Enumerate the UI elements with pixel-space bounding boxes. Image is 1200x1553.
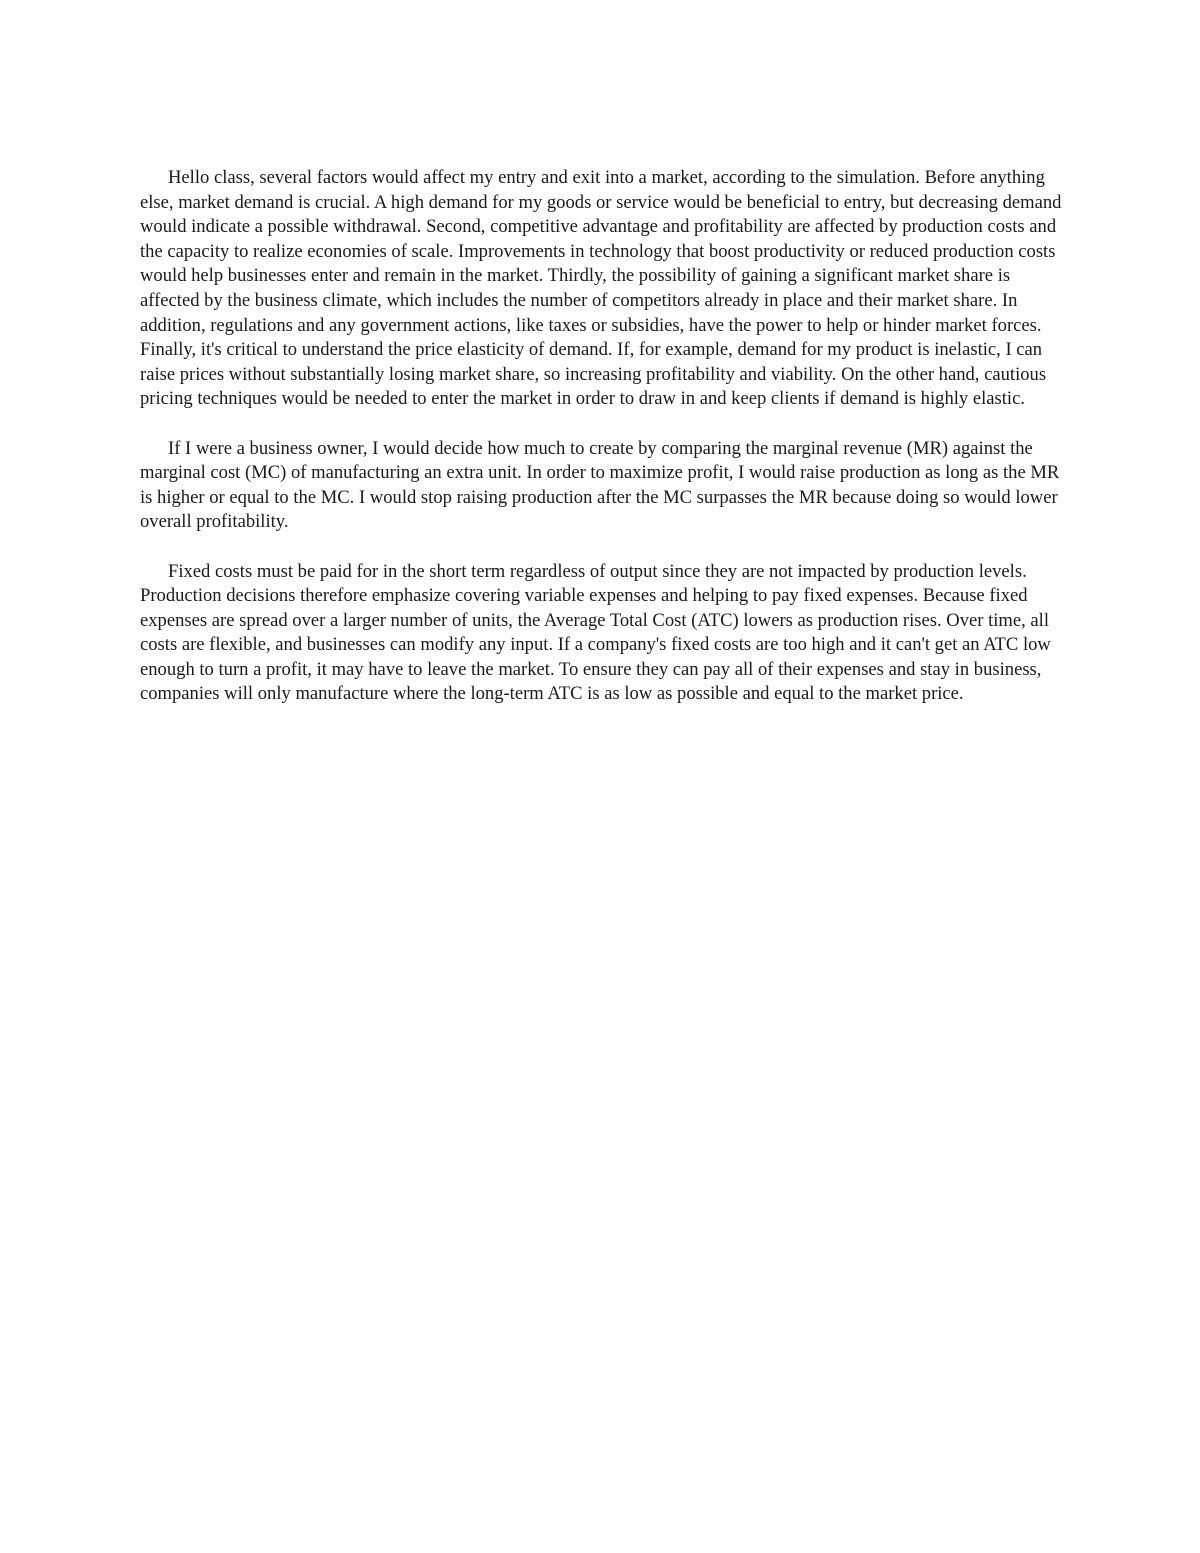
paragraph-market-entry-factors: Hello class, several factors would affect my entry and exit into a market, according to the simulation. Before anything else, market demand is crucial. A high demand for my goods or service would be beneficial to entry, but decreasing demand would indicate a possible withdrawal. Second, competitive advantage and profitability are affected by production costs and the capacity to realize economies of scale. Improvements in technology that boost productivity or reduced production costs would help businesses enter and remain in the market. Thirdly, the possibility of gaining a significant market share is affected by the business climate, which includes the number of competitors already in place and their market share. In addition, regulations and any government actions, like taxes or subsidies, have the power to help or hinder market forces. Finally, it's critical to understand the price elasticity of demand. If, for example, demand for my product is inelastic, I can raise prices without substantially losing market share, so increasing profitability and viability. On the other hand, cautious pricing techniques would be needed to enter the market in order to draw in and keep clients if demand is highly elastic. [140, 167, 1062, 410]
paragraph-marginal-analysis: If I were a business owner, I would decide how much to create by comparing the marginal revenue (MR) against the marginal cost (MC) of manufacturing an extra unit. In order to maximize profit, I would raise production as long as the MR is higher or equal to the MC. I would stop raising production after the MC surpasses the MR because doing so would lower overall profitability. [140, 437, 1060, 533]
document-body [140, 166, 1062, 732]
paragraph-fixed-costs: Fixed costs must be paid for in the short term regardless of output since they are not impacted by production levels. Production decisions therefore emphasize covering variable expenses and helping to pay fixed expenses. Because fixed expenses are spread over a larger number of units, the Average Total Cost (ATC) lowers as production rises. Over time, all costs are flexible, and businesses can modify any input. If a company's fixed costs are too high and it can't get an ATC low enough to turn a profit, it may have to leave the market. To ensure they can pay all of their expenses and stay in business, companies will only manufacture where the long-term ATC is as low as possible and equal to the market price. [140, 560, 1051, 705]
